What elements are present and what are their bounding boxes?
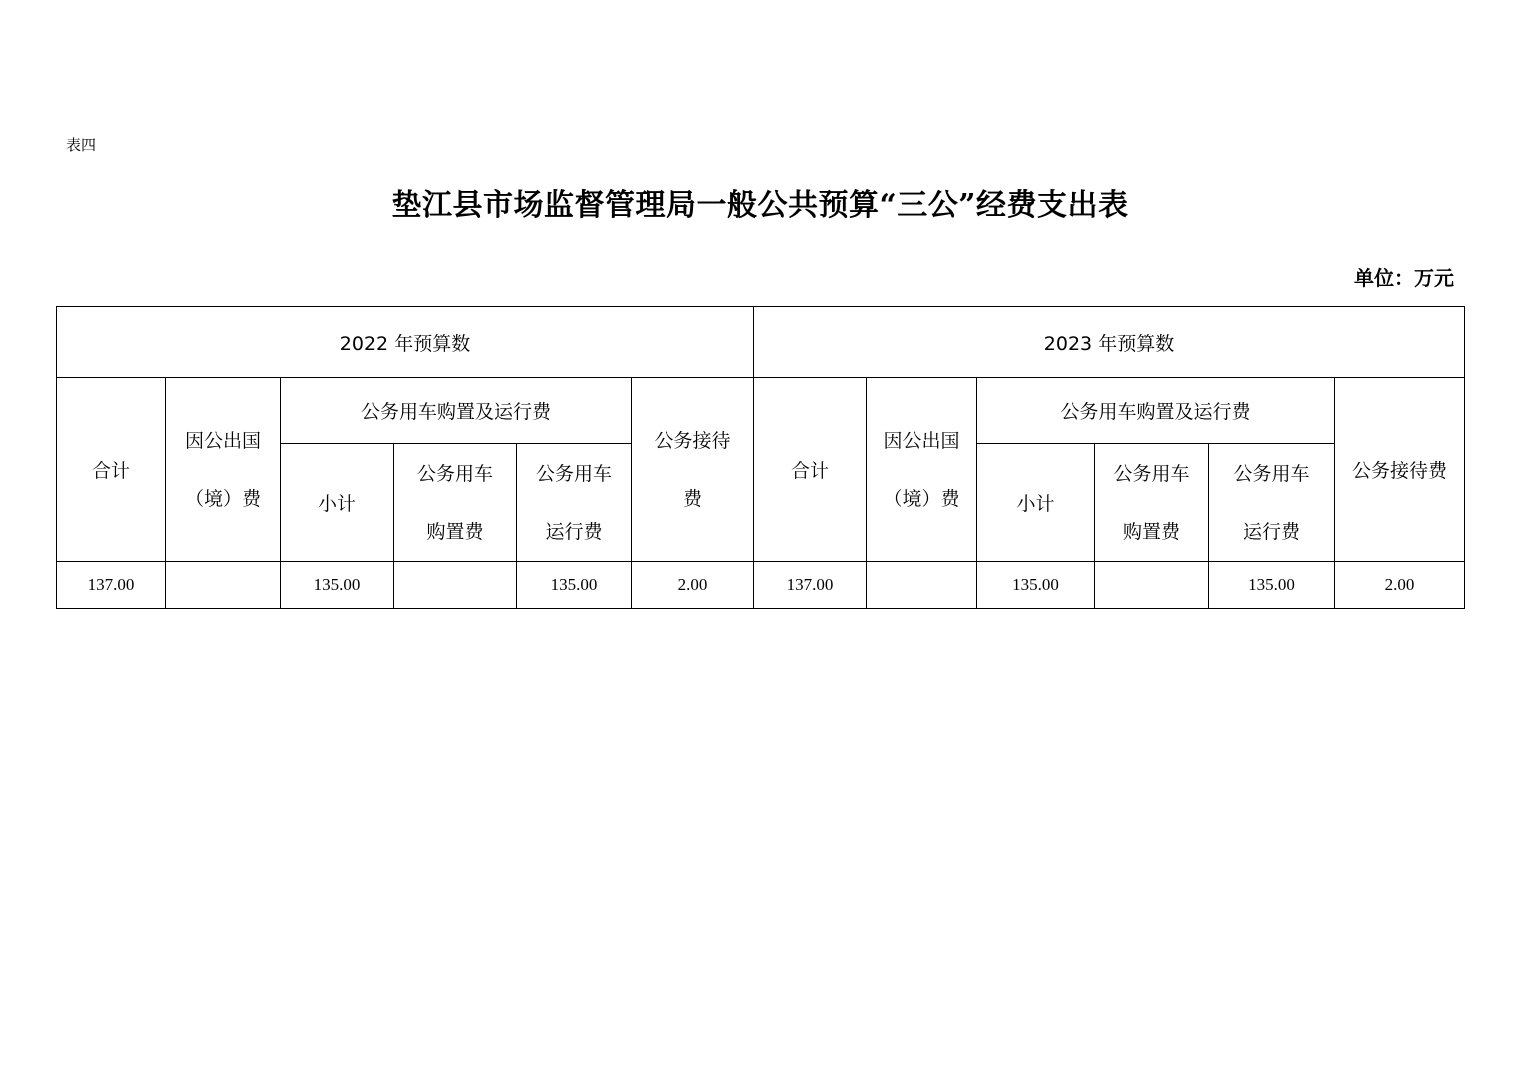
year-header-row	[57, 307, 1465, 378]
operation-line2: 运行费	[545, 520, 603, 543]
hospitality-line1: 公务接待	[654, 429, 731, 452]
purchase-line2: 购置费	[426, 520, 484, 543]
hospitality-line2: 费	[682, 487, 702, 510]
operation-line1: 公务用车	[535, 462, 612, 485]
cell-2023-hospitality: 2.00	[1335, 562, 1465, 609]
table-number: 表四	[66, 136, 97, 154]
abroad-line1: 因公出国	[184, 429, 261, 452]
header-2023-total: 合计	[754, 378, 867, 562]
cell-2023-subtotal: 135.00	[977, 562, 1095, 609]
header-2023-abroad	[867, 378, 977, 562]
header-2023-subtotal: 小计	[977, 444, 1095, 562]
cell-2023-abroad	[867, 562, 977, 609]
header-2022-hospitality	[632, 378, 754, 562]
purchase-line1: 公务用车	[416, 462, 493, 485]
cell-2023-purchase	[1095, 562, 1209, 609]
cell-2023-operation: 135.00	[1209, 562, 1335, 609]
operation-line1: 公务用车	[1233, 462, 1310, 485]
abroad-line2: （境）费	[883, 487, 960, 510]
cell-2022-purchase	[394, 562, 517, 609]
unit-label: 单位：万元	[1354, 266, 1454, 290]
cell-2022-total: 137.00	[57, 562, 166, 609]
header-2022-subtotal: 小计	[281, 444, 394, 562]
header-2022-total: 合计	[57, 378, 166, 562]
abroad-line2: （境）费	[184, 487, 261, 510]
header-2023-hospitality: 公务接待费	[1335, 378, 1465, 562]
header-2022-operation	[517, 444, 632, 562]
document-title: 垫江县市场监督管理局一般公共预算“三公”经费支出表	[391, 188, 1129, 223]
header-2022-purchase	[394, 444, 517, 562]
operation-line2: 运行费	[1242, 520, 1300, 543]
cell-2023-total: 137.00	[754, 562, 867, 609]
three-public-expenses-table	[56, 306, 1465, 609]
purchase-line1: 公务用车	[1113, 462, 1190, 485]
cell-2022-abroad	[166, 562, 281, 609]
cell-2022-operation: 135.00	[517, 562, 632, 609]
header-2022-abroad	[166, 378, 281, 562]
header-2022-budget: 2022 年预算数	[57, 307, 754, 378]
purchase-line2: 购置费	[1122, 520, 1180, 543]
data-row	[57, 562, 1465, 609]
abroad-line1: 因公出国	[883, 429, 960, 452]
header-2023-budget: 2023 年预算数	[754, 307, 1465, 378]
column-header-row	[57, 378, 1465, 444]
cell-2022-subtotal: 135.00	[281, 562, 394, 609]
header-2022-car-group: 公务用车购置及运行费	[281, 378, 632, 444]
header-2023-purchase	[1095, 444, 1209, 562]
header-2023-operation	[1209, 444, 1335, 562]
cell-2022-hospitality: 2.00	[632, 562, 754, 609]
header-2023-car-group: 公务用车购置及运行费	[977, 378, 1335, 444]
